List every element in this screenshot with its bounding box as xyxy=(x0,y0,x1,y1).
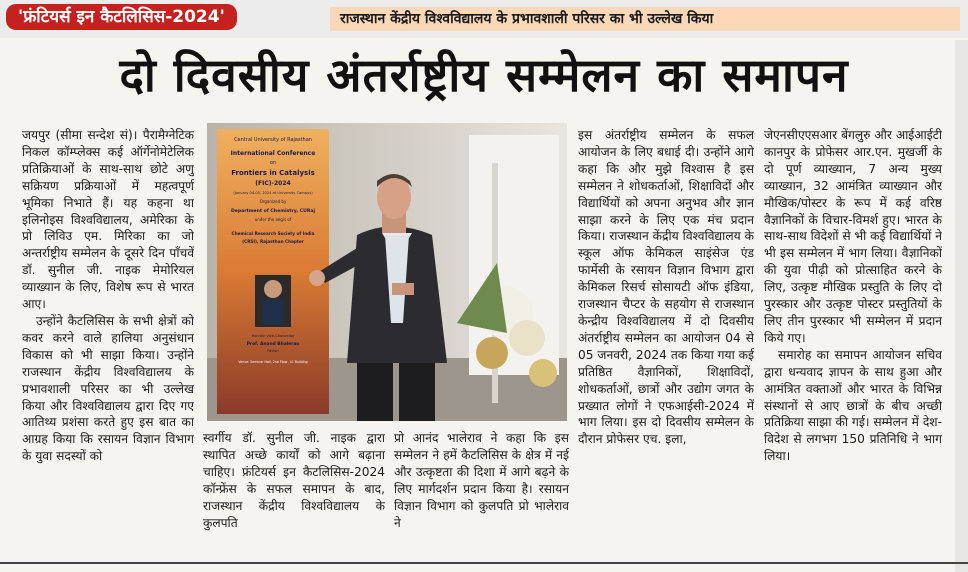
banner-chapter: (CRSI), Rajasthan Chapter xyxy=(242,239,304,244)
banner-abbr: (FIC)-2024 xyxy=(255,180,291,187)
banner-vc-role: Hon'ble Vice-Chancellor xyxy=(251,334,295,338)
banner-university: Central University of Rajasthan xyxy=(234,137,312,143)
banner-conference: International Conference xyxy=(230,150,316,157)
bottom-rule xyxy=(0,562,968,564)
article-column-4 xyxy=(578,127,754,547)
kicker-line: राजस्थान केंद्रीय विश्वविद्यालय के प्रभावशाली परिसर का भी उल्लेख किया xyxy=(330,7,960,31)
article-paragraph: उन्होंने कैटलिसिस के सभी क्षेत्रों को कवर करने वाले हालिया अनुसंधान विकास को भी साझा किया। उन्होंने राजस्थान केंद्रीय विश्वविद्यालय के प्रभावशाली परिसर का भी उल्लेख किया और विश्वविद्यालय द्वारा दिए गए आतिथ्य प्रशंसा करते हुए इस बात का आग्रह किया कि रसायन विज्ञान विभाग के युवा सदस्यों को xyxy=(22,313,194,464)
banner-venue: Venue: Seminar Hall, 2nd Floor, LC Building xyxy=(238,360,308,364)
article-column-1 xyxy=(22,127,194,547)
series-tag: 'फ्रंटियर्स इन कैटलिसिस-2024' xyxy=(6,4,237,30)
banner-vc-name: Prof. Anand Bhalerao xyxy=(246,342,300,347)
photo-scene xyxy=(207,123,567,421)
banner-dates: (January 04-05, 2024 at University Campus) xyxy=(233,191,313,195)
banner-on: on xyxy=(269,160,277,166)
banner-title: Frontiers in Catalysis xyxy=(231,169,315,177)
article-paragraph: प्रो आनंद भालेराव ने कहा कि इस सम्मेलन ने हमें कैटलिसिस के क्षेत्र में नई और उत्कृष्टता की दिशा में आगे बढ़ने के लिए मार्गदर्शन प्रदान किया है। रसायन विज्ञान विभाग को कुलपति प्रो भालेराव ने xyxy=(394,431,569,530)
headline: दो दिवसीय अंतर्राष्ट्रीय सम्मेलन का समापन xyxy=(119,48,849,102)
article-paragraph: समारोह का समापन आयोजन सचिव द्वारा धन्यवाद ज्ञापन के साथ हुआ और आमंत्रित वक्ताओं और भारत के विभिन्न संस्थानों से आए छात्रों के बीच अच्छी प्रतिक्रिया साझा की गई। सम्मेलन में देश-विदेश से लगभग 150 प्रतिनिधि ने भाग लिया। xyxy=(764,347,942,464)
banner-crsi: Chemical Research Society of India xyxy=(231,231,315,236)
banner-aegis: under the aegis of xyxy=(254,217,292,222)
event-banner xyxy=(217,129,329,414)
article-paragraph: इस अंतर्राष्ट्रीय सम्मेलन के सफल आयोजन के लिए बधाई दी। उन्होंने आगे कहा कि और मुझे विश्वास है इस सम्मेलन ने शोधकर्ताओं, शिक्षाविदों और विद्यार्थियों को अपना अनुभव और ज्ञान साझा करने के लिए एक मंच प्रदान किया। राजस्थान केंद्रीय विश्वविद्यालय के स्कूल ऑफ केमिकल साइंसेज एंड फार्मेसी के रसायन विज्ञान विभाग द्वारा केमिकल रिसर्च सोसायटी ऑफ इंडिया, राजस्थान चैप्टर के सहयोग से राजस्थान केन्द्रीय विश्वविद्यालय में दो दिवसीय अंतर्राष्ट्रीय सम्मेलन का आयोजन 04 से 05 जनवरी, 2024 तक किया गया कई प्रतिष्ठित वैज्ञानिकों, शिक्षाविदों, शोधकर्ताओं, छात्रों और उद्योग जगत के प्रख्यात लोगों ने एफआईसी-2024 में भाग लिया। इस दो दिवसीय सम्मेलन के दौरान प्रोफेसर एच. इला, xyxy=(578,128,754,447)
top-bar xyxy=(0,0,968,38)
article-paragraph: स्वर्गीय डॉ. सुनील जी. नाइक द्वारा स्थापित अच्छे कार्यों को आगे बढ़ाना चाहिए। फ्रंटियर्स इन कैटलिसिस-2024 कॉन्फ्रेंस के सफल समापन के बाद, राजस्थान केंद्रीय विश्वविद्यालय के कुलपति xyxy=(203,431,385,530)
article-paragraph: जयपुर (सीमा सन्देश सं)। पैरामैग्नेटिक निकल कॉम्प्लेक्स कई ऑर्गेनोमेटेलिक प्रतिक्रियाओं के साथ-साथ छोटे अणु सक्रियण प्रक्रियाओं में महत्वपूर्ण भूमिका निभाते हैं। यह कहना था इलिनोइस विश्वविद्यालय, अमेरिका के प्रो लिविउ एम. मिरिका का जो अन्तर्राष्ट्रीय सम्मेलन के दूसरे दिन पाँचवें डॉ. सुनील जी. नाइक मेमोरियल व्याख्यान के लिए, विशेष रूप से भारत आए। xyxy=(22,128,194,312)
article-column-2 xyxy=(203,430,385,548)
article-paragraph: जेएनसीएएसआर बेंगलुरु और आईआईटी कानपुर के प्रोफेसर आर.एन. मुखर्जी के दो पूर्ण व्याख्यान, 7 अन्य मुख्य व्याख्यान, 32 आमंत्रित व्याख्यान और मौखिक/पोस्टर के रूप में कई वरिष्ठ वैज्ञानिकों के विचार-विमर्श हुए। भारत के साथ-साथ विदेशों से भी कई विद्यार्थियों ने भी इस सम्मेलन में भाग लिया। वैज्ञानिकों की युवा पीढ़ी को प्रोत्साहित करने के लिए, उत्कृष्ट मौखिक प्रस्तुति के लिए दो पुरस्कार और उत्कृष्ट पोस्टर प्रस्तुतियों के लिए तीन पुरस्कार भी सम्मेलन में प्रदान किये गए। xyxy=(764,128,942,345)
article-column-5 xyxy=(764,127,942,547)
banner-organized-by: Organized by xyxy=(259,199,287,204)
article-column-3 xyxy=(394,430,569,548)
news-photo xyxy=(207,123,567,421)
banner-department: Department of Chemistry, CURaj xyxy=(230,209,316,214)
page-edge xyxy=(955,40,968,572)
banner-vc-chair: Patron xyxy=(267,349,279,353)
